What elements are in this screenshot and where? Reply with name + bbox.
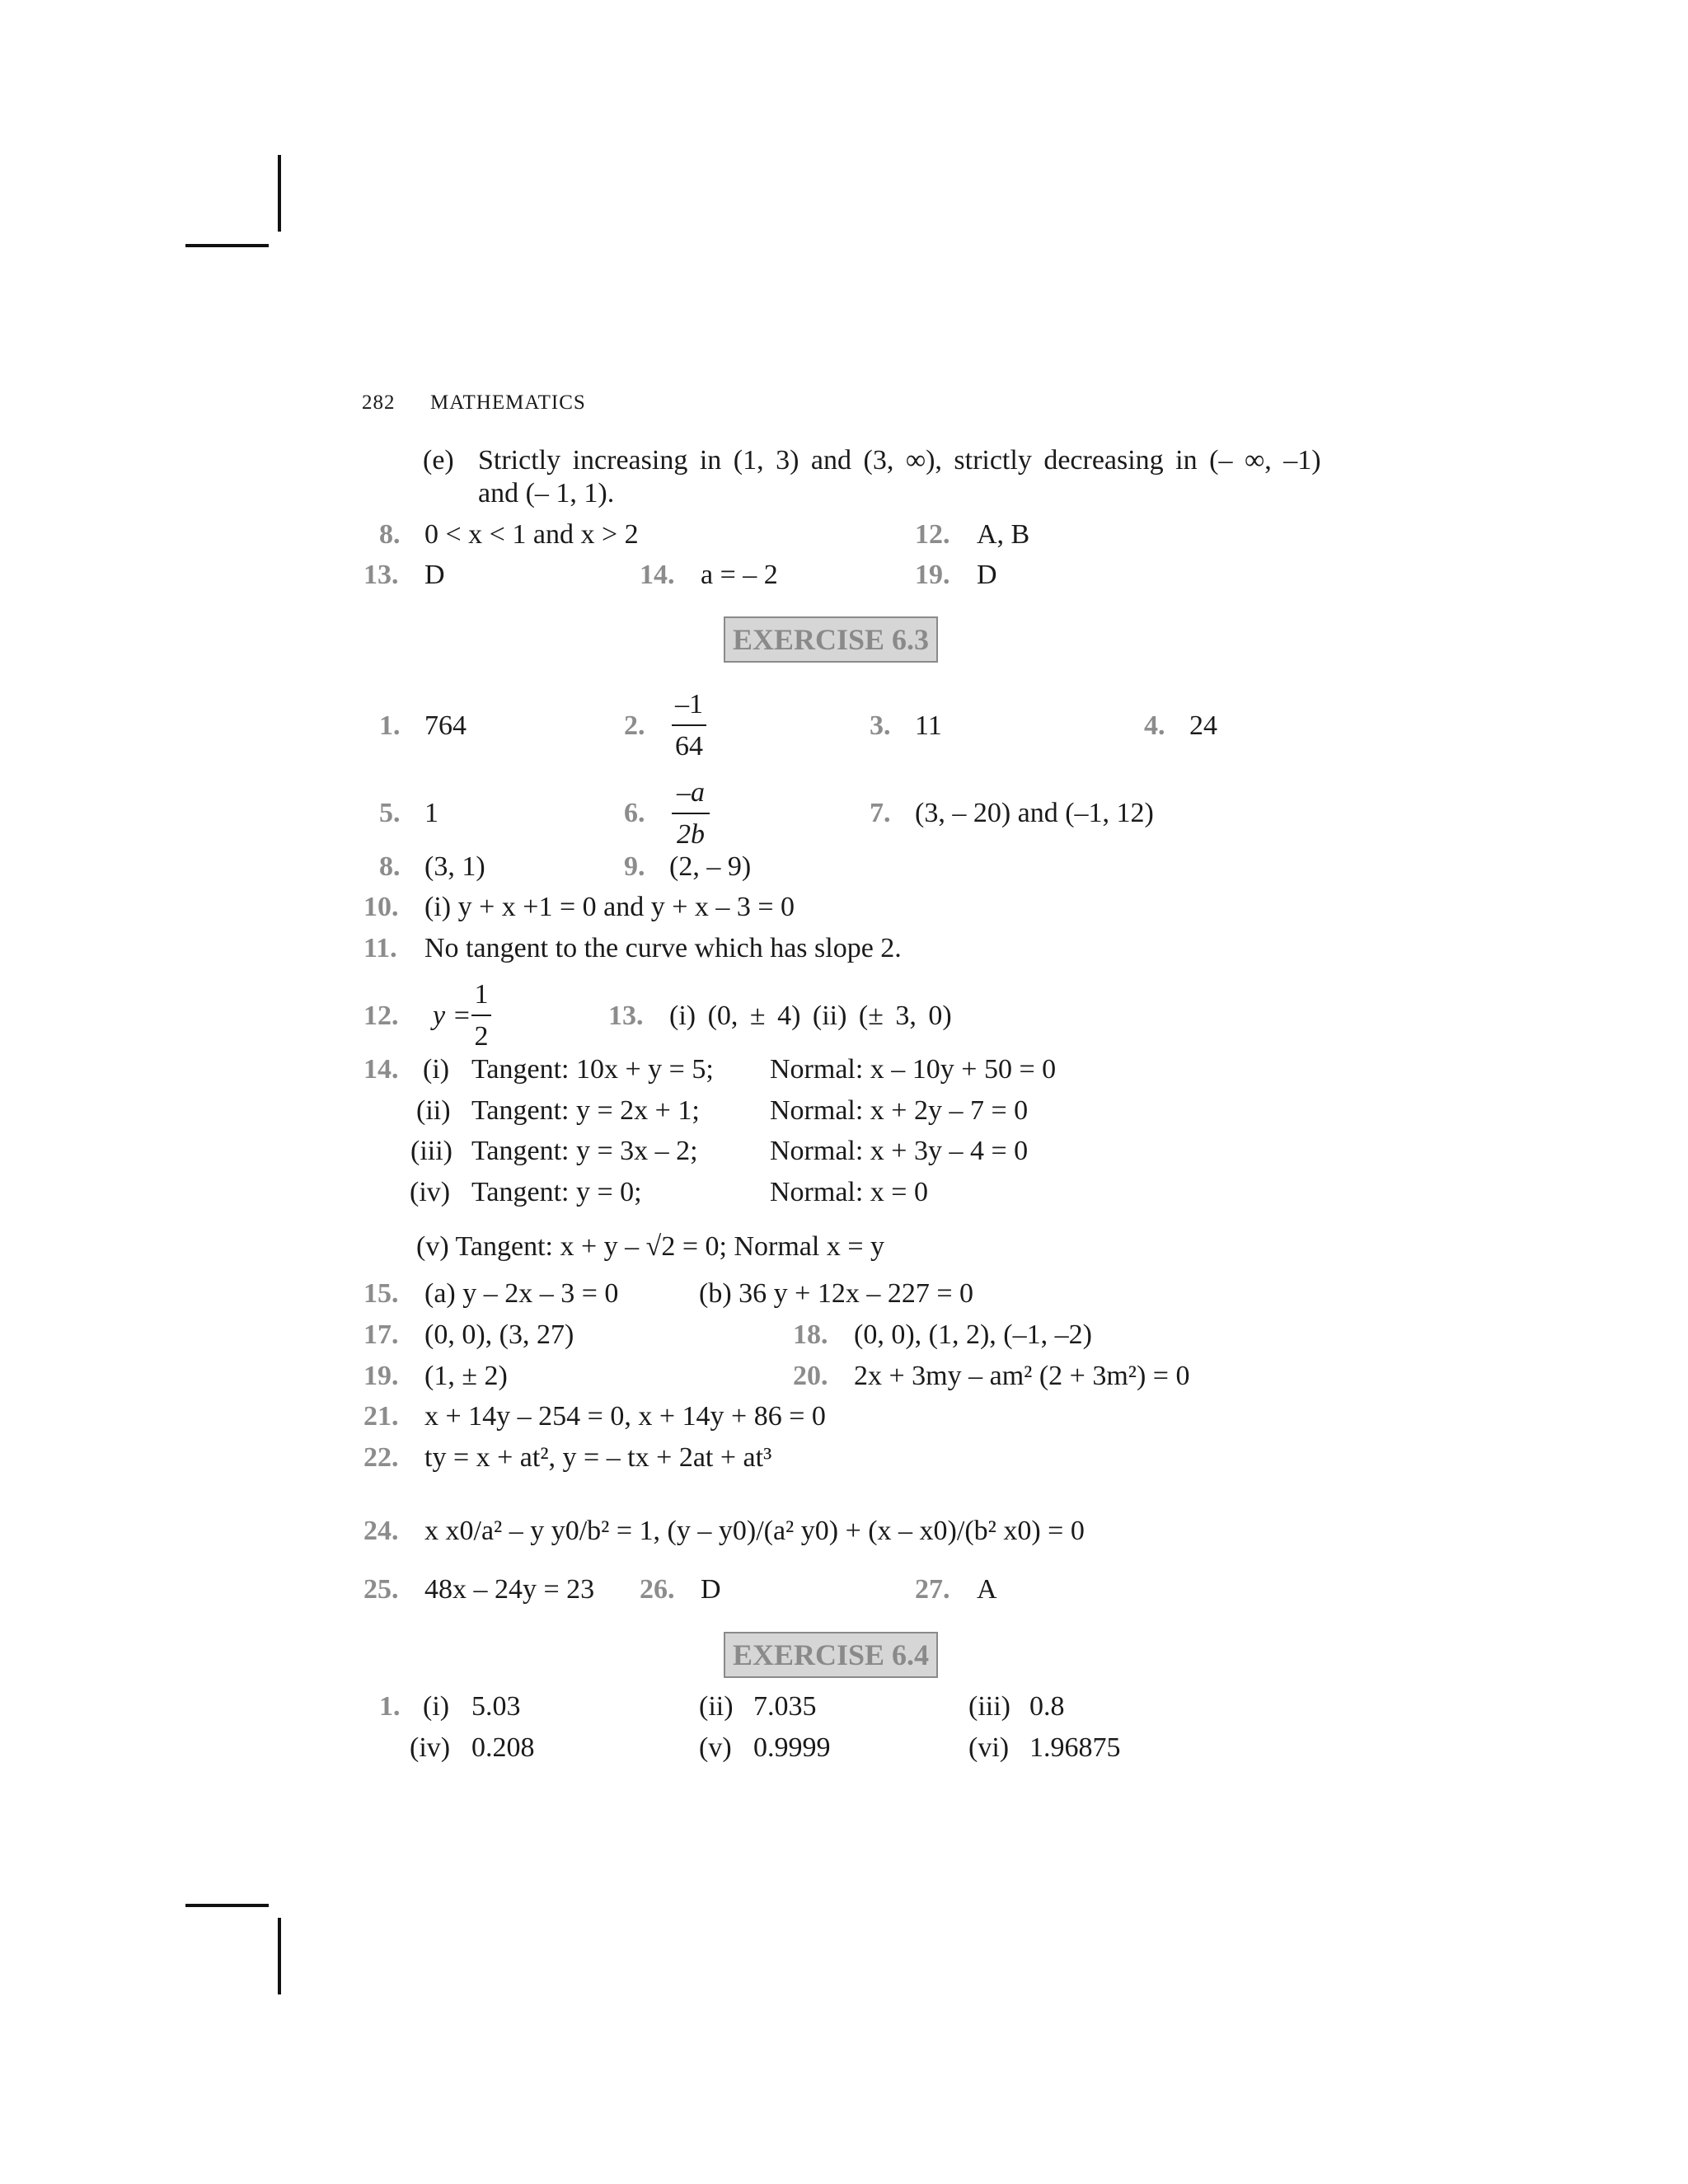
answer-text: (0, 0), (3, 27)	[424, 1319, 574, 1350]
answer-label: (iv)	[410, 1732, 451, 1763]
q14-normal: Normal: x + 2y – 7 = 0	[770, 1095, 1029, 1126]
answer-text: (b) 36 y + 12x – 227 = 0	[699, 1278, 973, 1309]
question-number: 11.	[363, 933, 397, 963]
answer-text: D	[424, 560, 445, 590]
fraction	[471, 981, 491, 1051]
fraction-denominator: 2b	[677, 819, 705, 850]
answer-text: (i) y + x +1 = 0 and y + x – 3 = 0	[424, 892, 795, 922]
answer-text: (3, 1)	[424, 851, 485, 882]
answer-text: 1	[424, 798, 438, 828]
answer-text: a = – 2	[701, 560, 778, 590]
question-number: 15.	[363, 1278, 399, 1309]
question-number: 25.	[363, 1574, 399, 1605]
question-number: 24.	[363, 1516, 399, 1546]
question-number: 8.	[379, 851, 401, 882]
fraction	[672, 691, 706, 761]
question-number: 8.	[379, 519, 401, 550]
question-number: 26.	[640, 1574, 675, 1605]
q14-tangent: Tangent: y = 0;	[471, 1177, 642, 1207]
answer-label: (vi)	[968, 1732, 1010, 1763]
fraction-denominator: 64	[675, 731, 703, 762]
exercise-heading: EXERCISE 6.4	[724, 1632, 938, 1678]
question-number: 12.	[915, 519, 950, 550]
answer-e-label: (e)	[423, 445, 454, 476]
running-title: MATHEMATICS	[430, 391, 586, 414]
answer-value: 0.9999	[753, 1732, 831, 1763]
question-number: 19.	[363, 1361, 399, 1391]
answer-label: (iii)	[968, 1691, 1010, 1722]
answer-value: 1.96875	[1029, 1732, 1121, 1763]
answer-text: (3, – 20) and (–1, 12)	[915, 798, 1154, 828]
answer-label: (v)	[699, 1732, 732, 1763]
answer-text: 11	[915, 710, 942, 741]
q14-part-v: (v) Tangent: x + y – √2 = 0; Normal x = y	[416, 1231, 884, 1262]
fraction-numerator: –1	[675, 689, 703, 719]
crop-mark-bottom-vertical	[278, 1918, 281, 1994]
q14-label: (i)	[423, 1054, 450, 1085]
answer-text: 764	[424, 710, 467, 741]
q14-normal: Normal: x = 0	[770, 1177, 928, 1207]
answer-text: No tangent to the curve which has slope 2.	[424, 933, 902, 963]
answer-label: (ii)	[699, 1691, 734, 1722]
fraction	[672, 779, 710, 849]
q14-tangent: Tangent: y = 2x + 1;	[471, 1095, 700, 1126]
question-number: 12.	[363, 1001, 399, 1031]
answer-e-line2: and (– 1, 1).	[478, 478, 615, 509]
question-number: 1.	[379, 1691, 401, 1722]
answer-text: D	[701, 1574, 721, 1605]
answer-text: (a) y – 2x – 3 = 0	[424, 1278, 619, 1309]
answer-label: (i)	[423, 1691, 450, 1722]
question-number: 9.	[624, 851, 645, 882]
answer-text: D	[977, 560, 997, 590]
question-number: 14.	[640, 560, 675, 590]
crop-mark-top-vertical	[278, 155, 281, 232]
answer-value: 0.8	[1029, 1691, 1065, 1722]
crop-mark-top-horizontal	[185, 244, 269, 247]
question-number: 7.	[870, 798, 891, 828]
question-number: 27.	[915, 1574, 950, 1605]
question-number: 13.	[363, 560, 399, 590]
question-number: 6.	[624, 798, 645, 828]
fraction-numerator: 1	[474, 979, 489, 1010]
crop-mark-bottom-horizontal	[185, 1904, 269, 1907]
q14-tangent: Tangent: y = 3x – 2;	[471, 1136, 698, 1166]
question-number: 3.	[870, 710, 891, 741]
answer-text: y =	[433, 1001, 471, 1031]
question-number: 14.	[363, 1054, 399, 1085]
fraction-denominator: 2	[474, 1021, 489, 1052]
answer-text: 2x + 3my – am² (2 + 3m²) = 0	[854, 1361, 1190, 1391]
q14-tangent: Tangent: 10x + y = 5;	[471, 1054, 714, 1085]
question-number: 17.	[363, 1319, 399, 1350]
question-number: 10.	[363, 892, 399, 922]
answer-text: 48x – 24y = 23	[424, 1574, 595, 1605]
answer-text: (1, ± 2)	[424, 1361, 508, 1391]
answer-text: (0, 0), (1, 2), (–1, –2)	[854, 1319, 1092, 1350]
answer-text: x + 14y – 254 = 0, x + 14y + 86 = 0	[424, 1401, 826, 1432]
answer-e-line1: Strictly increasing in (1, 3) and (3, ∞), strictly decreasing in (– ∞, –1)	[478, 445, 1321, 476]
q14-normal: Normal: x – 10y + 50 = 0	[770, 1054, 1057, 1085]
question-number: 4.	[1144, 710, 1165, 741]
q14-label: (ii)	[416, 1095, 451, 1126]
answer-text: ty = x + at², y = – tx + 2at + at³	[424, 1442, 772, 1473]
question-number: 18.	[793, 1319, 828, 1350]
question-number: 1.	[379, 710, 401, 741]
answer-text: A	[977, 1574, 997, 1605]
answer-text: A, B	[977, 519, 1030, 550]
question-number: 20.	[793, 1361, 828, 1391]
answer-text: (i) (0, ± 4) (ii) (± 3, 0)	[669, 1001, 952, 1031]
page-number: 282	[362, 391, 396, 414]
answer-value: 0.208	[471, 1732, 535, 1763]
answer-value: 5.03	[471, 1691, 521, 1722]
answer-text: 0 < x < 1 and x > 2	[424, 519, 639, 550]
question-number: 13.	[608, 1001, 644, 1031]
answer-value: 7.035	[753, 1691, 817, 1722]
fraction-numerator: –a	[677, 777, 705, 808]
q14-label: (iii)	[410, 1136, 452, 1166]
question-number: 22.	[363, 1442, 399, 1473]
question-number: 19.	[915, 560, 950, 590]
exercise-heading: EXERCISE 6.3	[724, 616, 938, 663]
answer-text: x x0/a² – y y0/b² = 1, (y – y0)/(a² y0) + (x – x0)/(b² x0) = 0	[424, 1516, 1085, 1546]
answer-text: 24	[1189, 710, 1217, 741]
q14-label: (iv)	[410, 1177, 451, 1207]
question-number: 2.	[624, 710, 645, 741]
question-number: 5.	[379, 798, 401, 828]
q14-normal: Normal: x + 3y – 4 = 0	[770, 1136, 1029, 1166]
answer-text: (2, – 9)	[669, 851, 752, 882]
question-number: 21.	[363, 1401, 399, 1432]
